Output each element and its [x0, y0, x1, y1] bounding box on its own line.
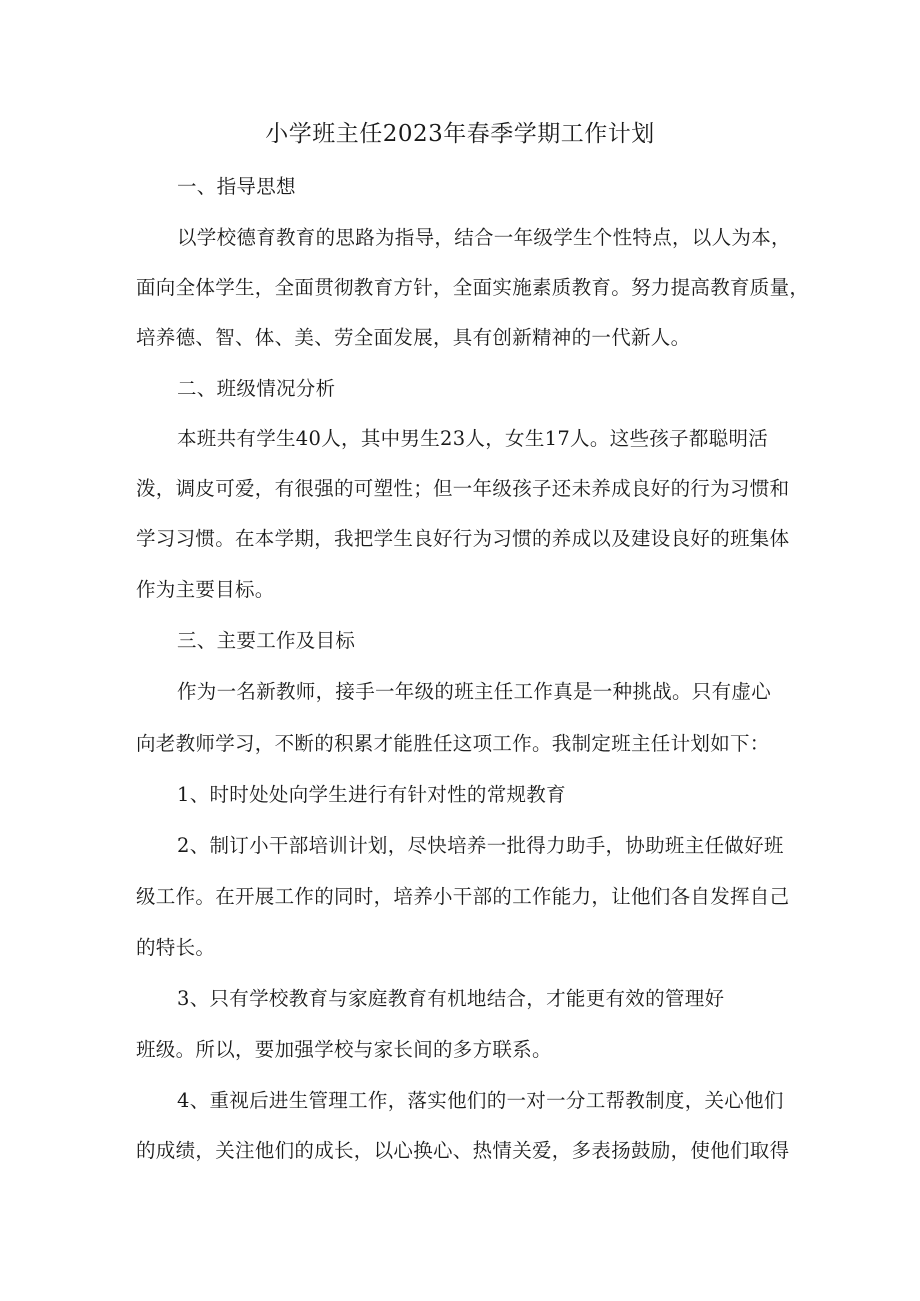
- paragraph-line: 级工作。在开展工作的同时，培养小干部的工作能力，让他们各自发挥自己: [136, 885, 790, 908]
- paragraph-line: 的成绩，关注他们的成长，以心换心、热情关爱，多表扬鼓励，使他们取得: [136, 1139, 790, 1162]
- section-heading-guiding-ideology: 一、指导思想: [177, 175, 296, 198]
- paragraph-line: 学习习惯。在本学期，我把学生良好行为习惯的养成以及建设良好的班集体: [136, 527, 790, 550]
- section-heading-main-work: 三、主要工作及目标: [177, 629, 356, 652]
- paragraph-line: 以学校德育教育的思路为指导，结合一年级学生个性特点，以人为本，: [177, 226, 791, 249]
- paragraph-line: 作为主要目标。: [136, 578, 275, 601]
- paragraph-line: 向老教师学习，不断的积累才能胜任这项工作。我制定班主任计划如下：: [136, 732, 770, 755]
- list-item-4: 4、重视后进生管理工作，落实他们的一对一分工帮教制度，关心他们: [177, 1089, 784, 1112]
- paragraph-line: 的特长。: [136, 936, 216, 959]
- paragraph-line: 班级。所以，要加强学校与家长间的多方联系。: [136, 1038, 552, 1061]
- paragraph-line: 泼，调皮可爱，有很强的可塑性；但一年级孩子还未养成良好的行为习惯和: [136, 477, 790, 500]
- list-item-3: 3、只有学校教育与家庭教育有机地结合，才能更有效的管理好: [177, 987, 725, 1010]
- section-heading-class-analysis: 二、班级情况分析: [177, 377, 336, 400]
- paragraph-line: 培养德、智、体、美、劳全面发展，具有创新精神的一代新人。: [136, 326, 691, 349]
- paragraph-line: 本班共有学生40人，其中男生23人，女生17人。这些孩子都聪明活: [177, 427, 769, 450]
- list-item-1: 1、时时处处向学生进行有针对性的常规教育: [177, 783, 566, 806]
- paragraph-line: 作为一名新教师，接手一年级的班主任工作真是一种挑战。只有虚心: [177, 680, 772, 703]
- list-item-2: 2、制订小干部培训计划，尽快培养一批得力助手，协助班主任做好班: [177, 834, 784, 857]
- paragraph-line: 面向全体学生，全面贯彻教育方针，全面实施素质教育。努力提高教育质量，: [136, 276, 810, 299]
- document-title: 小学班主任2023年春季学期工作计划: [265, 121, 655, 147]
